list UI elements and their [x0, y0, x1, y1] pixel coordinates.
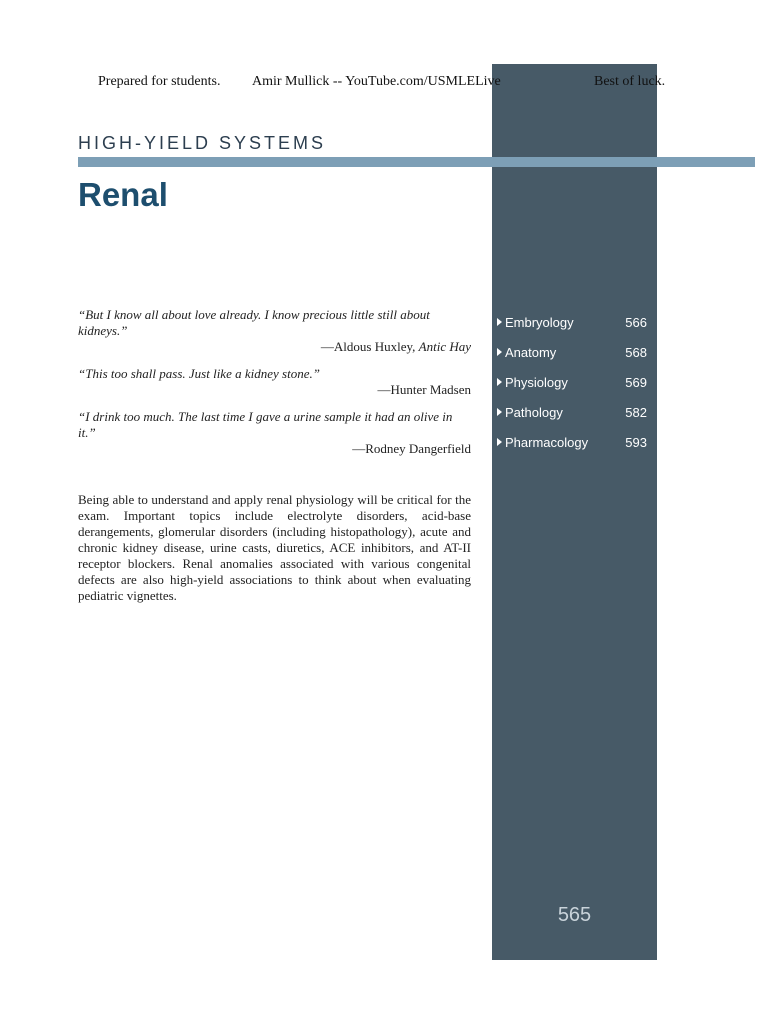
- chapter-intro-paragraph: Being able to understand and apply renal physiology will be critical for the exam. Important topics include electrolyte disorders, acid-base derangements, glomerular disorders (including histopathology), acute and chronic kidney disease, urine casts, diuretics, ACE inhibitors, and AT-II receptor blockers. Renal anomalies associated with various congenital defects are also high-yield associations to think about when evaluating pediatric vignettes.: [78, 492, 471, 603]
- quote-author: —Aldous Huxley,: [320, 339, 416, 354]
- toc-item-page: 568: [625, 344, 647, 360]
- toc-item-label: Pathology: [505, 404, 563, 420]
- toc-item-anatomy[interactable]: [497, 337, 647, 367]
- toc-item-pharmacology[interactable]: [497, 427, 647, 457]
- quote-work: Antic Hay: [418, 339, 471, 354]
- quote-text: “But I know all about love already. I know precious little still about kidneys.”: [78, 307, 430, 338]
- quote-attribution: [78, 441, 471, 457]
- toc-item-page: 566: [625, 314, 647, 330]
- page-number: 565: [557, 904, 592, 926]
- header-left-text: Prepared for students.: [98, 74, 221, 89]
- epigraph-quotes: [78, 307, 471, 468]
- triangle-right-icon: [497, 318, 502, 326]
- header-right-text: Best of luck.: [594, 74, 666, 89]
- header-middle-text: Amir Mullick -- YouTube.com/USMLELive: [252, 74, 501, 89]
- toc-item-label: Embryology: [505, 314, 574, 330]
- sidebar-panel: [492, 64, 657, 960]
- toc-item-page: 569: [625, 374, 647, 390]
- header-rule: [78, 157, 755, 167]
- toc-item-label: Physiology: [505, 374, 568, 390]
- quote-attribution: [78, 382, 471, 398]
- toc-item-pathology[interactable]: [497, 397, 647, 427]
- quote-attribution: [78, 339, 471, 355]
- toc-item-label: Anatomy: [505, 344, 557, 360]
- quote-author: —Hunter Madsen: [377, 382, 471, 397]
- quote-text: “This too shall pass. Just like a kidney stone.”: [78, 366, 320, 381]
- toc-item-embryology[interactable]: [497, 307, 647, 337]
- table-of-contents: [497, 307, 647, 457]
- triangle-right-icon: [497, 348, 502, 356]
- toc-item-physiology[interactable]: [497, 367, 647, 397]
- toc-item-label: Pharmacology: [505, 434, 589, 450]
- chapter-title: Renal: [78, 176, 168, 213]
- triangle-right-icon: [497, 378, 502, 386]
- triangle-right-icon: [497, 408, 502, 416]
- section-label: HIGH-YIELD SYSTEMS: [78, 133, 327, 153]
- toc-item-page: 582: [625, 404, 647, 420]
- quote-text: “I drink too much. The last time I gave a urine sample it had an olive in it.”: [78, 409, 453, 440]
- quote-author: —Rodney Dangerfield: [352, 441, 471, 456]
- toc-item-page: 593: [625, 434, 647, 450]
- triangle-right-icon: [497, 438, 502, 446]
